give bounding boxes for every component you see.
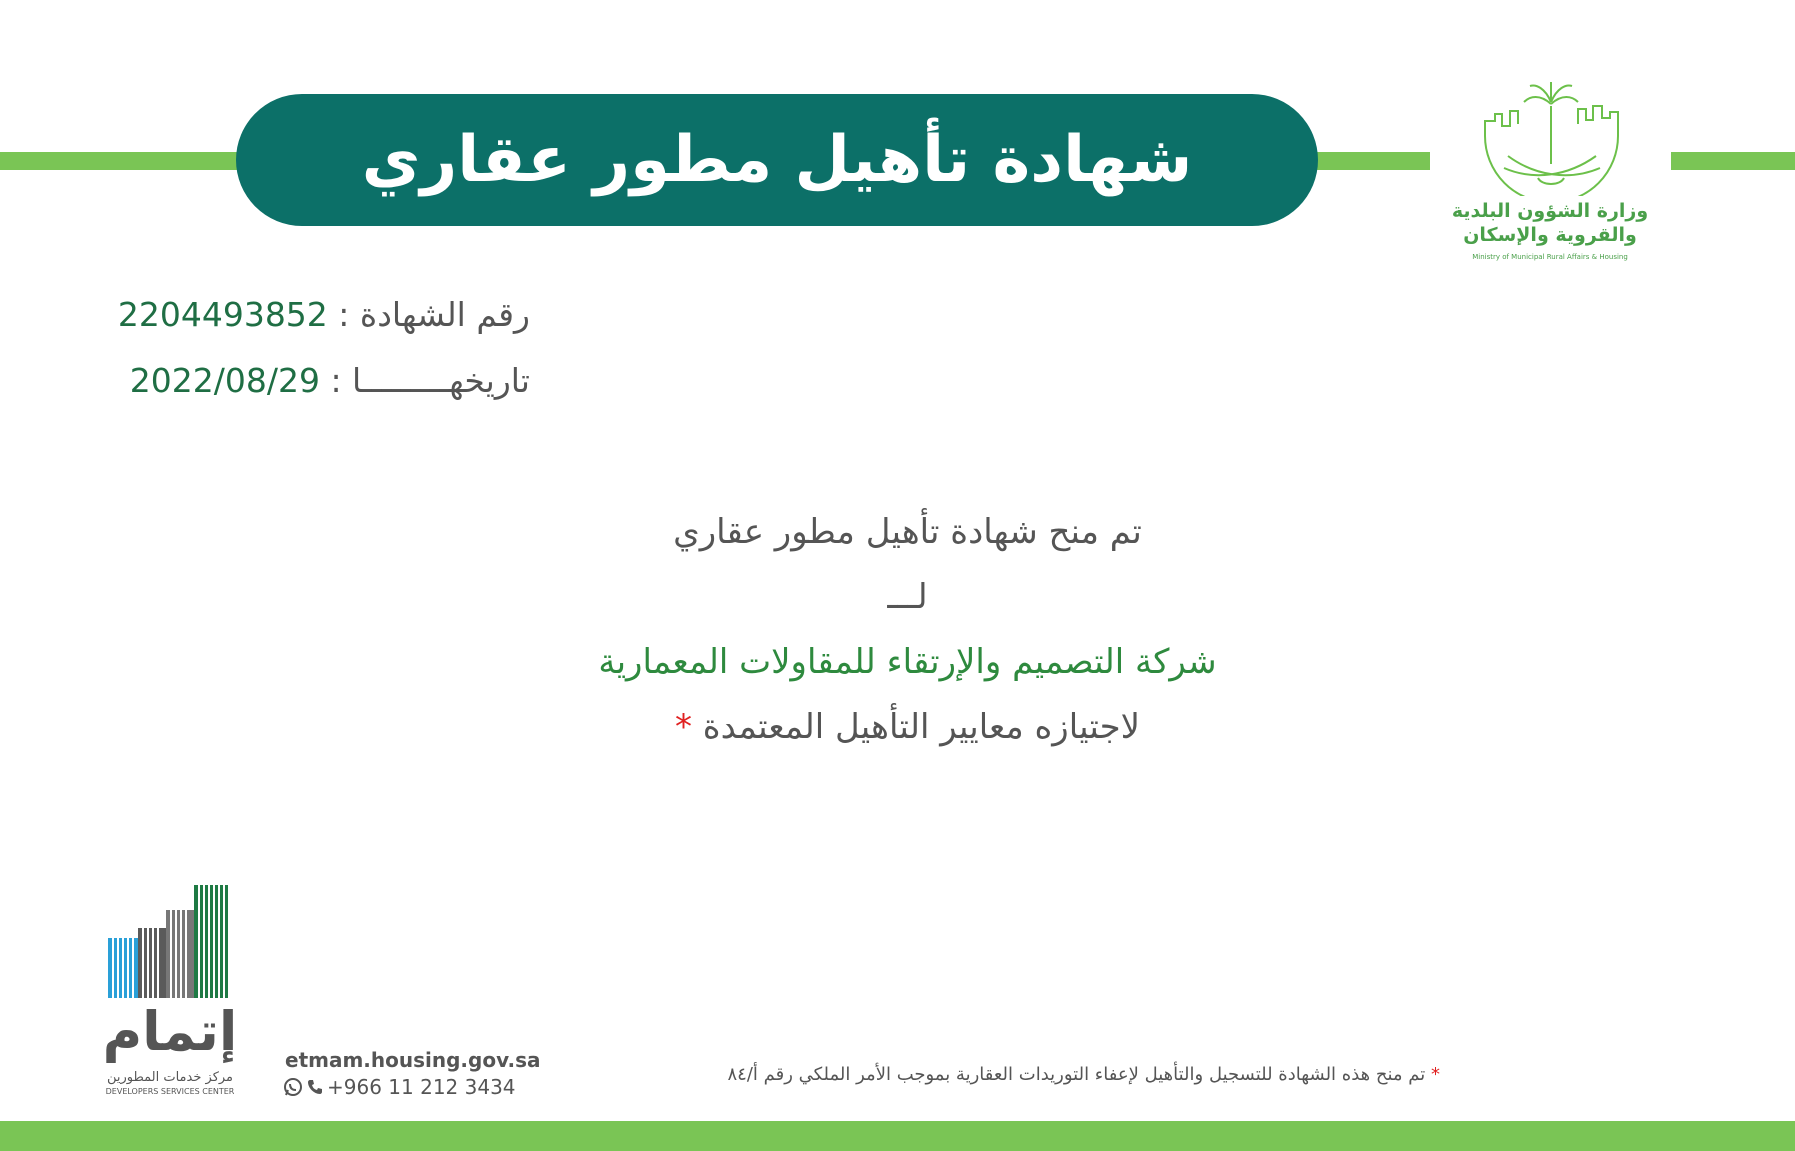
criteria-statement	[0, 707, 1795, 747]
ministry-logo	[1450, 76, 1650, 266]
header-band-left	[0, 152, 260, 170]
header-band-middle	[1300, 152, 1430, 170]
footnote-star: *	[1431, 1064, 1440, 1085]
footnote	[555, 1064, 1440, 1085]
grant-to-label: لـــ	[887, 577, 928, 617]
certificate-number-value: 2204493852	[117, 295, 328, 334]
footer-bar	[0, 1121, 1795, 1151]
ministry-name-line1: وزارة الشؤون البلدية	[1451, 200, 1649, 222]
certificate-title-text: شهادة تأهيل مطور عقاري	[361, 123, 1193, 197]
phone-number: +966 11 212 3434	[327, 1075, 516, 1099]
website-link[interactable]: etmam.housing.gov.sa	[285, 1048, 541, 1072]
whatsapp-icon	[283, 1077, 303, 1097]
etmam-logo-name: إتمام	[102, 1000, 238, 1063]
certificate-title	[236, 94, 1318, 226]
ministry-name-english: Ministry of Municipal Rural Affairs & Housing	[1472, 253, 1628, 261]
certificate-number	[118, 295, 530, 334]
etmam-logo	[100, 880, 240, 1100]
criteria-text: لاجتيازه معايير التأهيل المعتمدة	[702, 707, 1140, 747]
company-name: شركة التصميم والإرتقاء للمقاولات المعمارية	[598, 642, 1217, 682]
buildings-bars-icon	[100, 880, 240, 1005]
ministry-name-line2: والقروية والإسكان	[1463, 224, 1637, 246]
etmam-logo-subtitle: مركز خدمات المطورين	[106, 1070, 234, 1085]
etmam-logo-english: DEVELOPERS SERVICES CENTER	[105, 1087, 235, 1096]
certificate-date-label: تاريخهـــــــــا :	[319, 361, 530, 400]
phone-icon	[306, 1078, 324, 1096]
grant-statement: تم منح شهادة تأهيل مطور عقاري	[673, 512, 1142, 552]
header-band-right	[1671, 152, 1795, 170]
phone-contact[interactable]	[283, 1075, 516, 1099]
certificate-number-label: رقم الشهادة :	[327, 295, 530, 334]
palm-swords-emblem-icon	[1450, 76, 1650, 196]
criteria-star: *	[674, 707, 692, 747]
footnote-text: تم منح هذه الشهادة للتسجيل والتأهيل لإعفاء التوريدات العقارية بموجب الأمر الملكي رقم أ/٨٤	[727, 1064, 1431, 1085]
certificate-date-value: 2022/08/29	[129, 361, 320, 400]
certificate-date	[130, 361, 530, 400]
